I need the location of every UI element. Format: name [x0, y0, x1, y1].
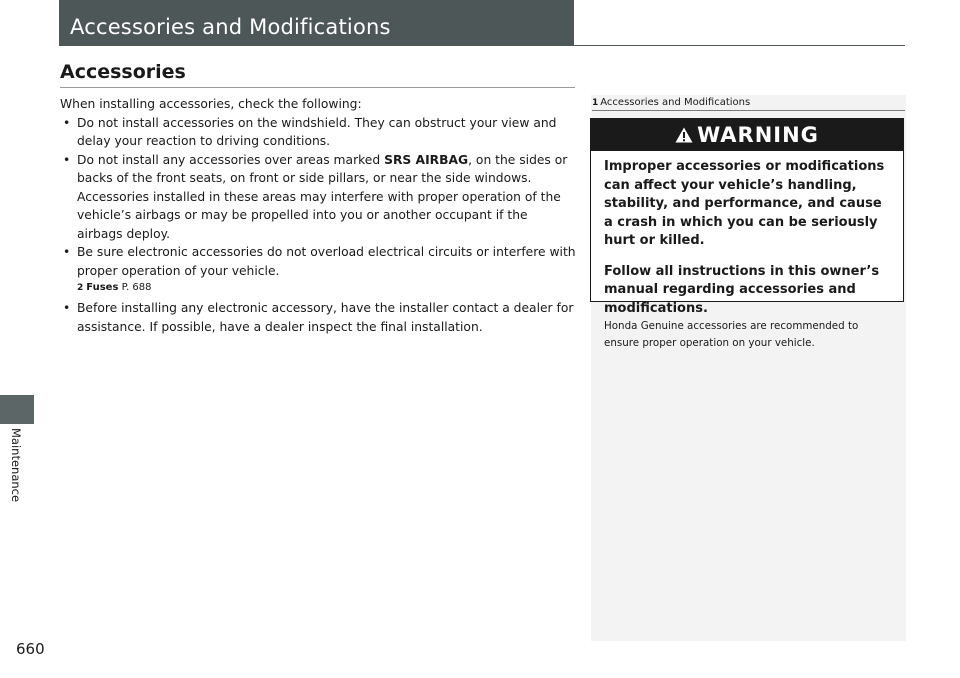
list-item-text: Be sure electronic accessories do not overload electrical circuits or interfere with proper operation of your vehicle. [77, 245, 576, 278]
page-number: 660 [16, 640, 45, 658]
list-item [60, 299, 576, 336]
chapter-tab[interactable] [0, 395, 34, 424]
srs-airbag-term: SRS AIRBAG [384, 152, 469, 167]
chapter-tab-label: Maintenance [9, 428, 23, 503]
bullet-icon: • [63, 152, 71, 167]
chapter-title: Accessories and Modifications [70, 15, 391, 39]
side-heading [592, 97, 750, 108]
warning-triangle-icon [675, 127, 693, 143]
side-heading-text: Accessories and Modifications [600, 97, 751, 108]
list-item-text-before: Do not install any accessories over areas marked [77, 152, 385, 167]
warning-body [591, 151, 903, 318]
side-note: Honda Genuine accessories are recommended to ensure proper operation on your vehicle. [604, 320, 859, 349]
list-item-text-after: , on the sides or backs of the front seats, on front or side pillars, or near the side windows. Accessories installed in these areas may interfere with proper operation of the vehicle’s airbags or may be propelled into you or another occupant if the airbags deploy. [77, 152, 568, 241]
side-rule [592, 110, 905, 111]
bullet-icon: • [63, 245, 71, 259]
intro-text: When installing accessories, check the following: [60, 97, 362, 111]
header-rule [59, 45, 905, 46]
list-item [60, 243, 576, 280]
bullet-icon: • [63, 301, 71, 315]
list-item-text: Before installing any electronic accessory, have the installer contact a dealer for assistance. If possible, have a dealer inspect the final installation. [77, 301, 574, 334]
list-item [60, 114, 576, 151]
reference-page[interactable]: P. 688 [121, 282, 152, 293]
main-body [60, 95, 576, 336]
side-note-icon: 1 [592, 98, 599, 108]
list-item [60, 151, 576, 244]
warning-paragraph: Follow all instructions in this owner’s manual regarding accessories and modifications. [604, 263, 880, 316]
page-reference[interactable] [60, 280, 576, 296]
bullet-icon: • [63, 115, 71, 130]
list-item-text: Do not install accessories on the windshield. They can obstruct your view and delay your reaction to driving conditions. [77, 115, 557, 148]
section-rule [60, 87, 575, 88]
warning-banner [591, 119, 903, 151]
reference-name[interactable]: Fuses [86, 282, 119, 293]
warning-label: WARNING [697, 123, 819, 147]
warning-paragraph: Improper accessories or modifications can affect your vehicle’s handling, stability, and performance, and cause a crash in which you can be seriously hurt or killed. [604, 159, 885, 248]
section-title: Accessories [60, 61, 186, 83]
page-reference-icon: 2 [77, 283, 84, 293]
warning-box [590, 118, 904, 316]
